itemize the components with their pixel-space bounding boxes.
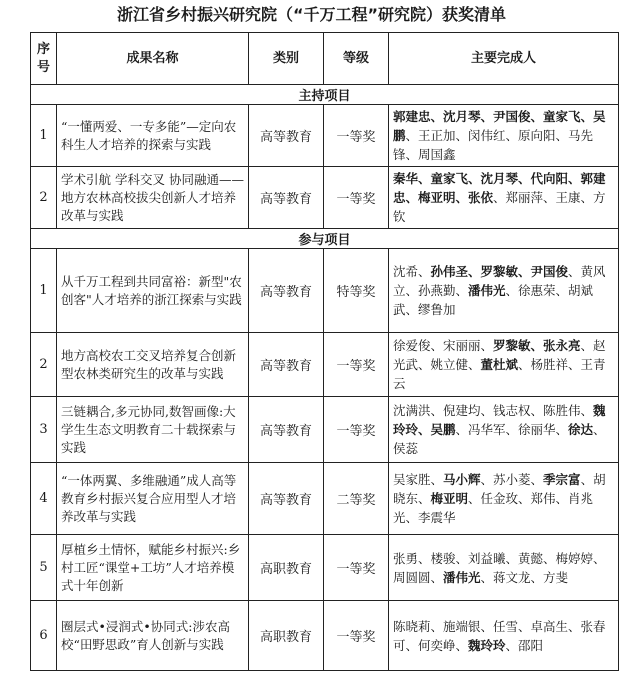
people-cell	[389, 397, 619, 463]
header-idx-label: 序号	[36, 41, 50, 75]
section-row	[31, 85, 619, 105]
people-text: 、任金玫、郑伟、肖兆光、李震华	[393, 491, 594, 525]
category-cell: 高等教育	[249, 333, 324, 397]
achievement-name: “一体两翼、多维融通”成人高等教育乡村振兴复合应用型人才培养改革与实践	[57, 463, 249, 535]
people-text: 、冯华军、徐丽华、	[455, 422, 569, 437]
table-row	[31, 463, 619, 535]
people-bold: 孙伟圣、罗黎敏、尹国俊	[430, 264, 569, 279]
row-index: 5	[31, 535, 57, 601]
people-text: 、苏小菱、	[480, 472, 544, 487]
people-text: 张勇、楼骏、刘益曦、黄懿、梅婷婷、周圆圆、	[393, 550, 606, 585]
people-text: 、徐惠荣、胡斌武、缪鲁加	[393, 283, 594, 317]
level-cell: 一等奖	[324, 601, 389, 671]
header-idx	[31, 33, 57, 85]
header-row	[31, 33, 619, 85]
level-cell: 二等奖	[324, 463, 389, 535]
people-text: 陈晓莉、施端银、任雪、卓高生、张春可、何奕峥、	[393, 618, 606, 653]
people-text: 徐爱俊、宋丽丽、	[393, 338, 494, 353]
people-text: 、杨胜祥、王青云	[393, 357, 606, 391]
achievement-name: “一懂两爱、一专多能”—定向农科生人才培养的探索与实践	[57, 105, 249, 167]
people-bold: 罗黎敏、张永亮	[493, 338, 581, 353]
people-text: 吴家胜、	[393, 472, 444, 487]
header-category: 类别	[249, 33, 324, 85]
category-cell: 高等教育	[249, 249, 324, 333]
people-cell	[389, 333, 619, 397]
table-row	[31, 601, 619, 671]
people-text: 沈满洪、倪建均、钱志权、陈胜伟、	[393, 403, 594, 418]
level-cell: 一等奖	[324, 397, 389, 463]
table-row	[31, 249, 619, 333]
people-text: 、侯蕊	[393, 422, 606, 456]
level-cell: 一等奖	[324, 167, 389, 229]
row-index: 2	[31, 333, 57, 397]
table-row	[31, 333, 619, 397]
section-label: 参与项目	[31, 229, 619, 249]
achievement-name: 三链耦合,多元协同,数智画像:大学生生态文明教育二十载探索与实践	[57, 397, 249, 463]
people-text: 、赵光武、姚立健、	[393, 338, 606, 372]
people-bold: 马小辉	[443, 472, 481, 487]
people-bold: 潘伟光	[468, 283, 506, 298]
people-cell	[389, 167, 619, 229]
table-row	[31, 105, 619, 167]
level-cell: 一等奖	[324, 535, 389, 601]
achievement-name: 厚植乡土情怀，赋能乡村振兴:乡村工匠“课堂+工坊”人才培养模式十年创新	[57, 535, 249, 601]
achievement-name: 学术引航 学科交叉 协同融通——地方农林高校拔尖创新人才培养改革与实践	[57, 167, 249, 229]
people-cell	[389, 535, 619, 601]
people-bold: 郭建忠、沈月琴、尹国俊、童家飞、吴鹏	[393, 109, 606, 143]
people-bold: 董杜斌	[480, 357, 519, 372]
page-title: 浙江省乡村振兴研究院（“千万工程”研究院）获奖清单	[116, 5, 507, 24]
award-table	[30, 32, 619, 671]
people-cell	[389, 601, 619, 671]
people-bold: 秦华、童家飞、沈月琴、代向阳、郭建忠、梅亚明、张依	[393, 171, 606, 205]
people-bold: 潘伟光	[443, 569, 481, 585]
people-bold: 徐达	[568, 422, 594, 437]
people-bold: 季宗富	[543, 472, 581, 487]
people-bold: 魏玲玲、吴鹏	[393, 403, 606, 437]
category-cell: 高等教育	[249, 397, 324, 463]
people-text: 、郑丽萍、王康、方钦	[393, 190, 606, 224]
people-cell	[389, 105, 619, 167]
level-cell: 一等奖	[324, 333, 389, 397]
table-body	[31, 85, 619, 671]
category-cell: 高等教育	[249, 105, 324, 167]
row-index: 4	[31, 463, 57, 535]
section-row	[31, 229, 619, 249]
category-cell: 高等教育	[249, 167, 324, 229]
section-label: 主持项目	[31, 85, 619, 105]
category-cell: 高等教育	[249, 463, 324, 535]
level-cell: 一等奖	[324, 105, 389, 167]
people-text: 、邵阳	[505, 637, 544, 653]
achievement-name: 地方高校农工交叉培养复合创新型农林类研究生的改革与实践	[57, 333, 249, 397]
header-name: 成果名称	[57, 33, 249, 85]
people-bold: 魏玲玲	[468, 637, 506, 653]
category-cell: 高职教育	[249, 535, 324, 601]
people-text: 、蒋文龙、方斐	[480, 569, 569, 585]
people-bold: 梅亚明	[430, 491, 469, 506]
people-cell	[389, 249, 619, 333]
category-cell: 高职教育	[249, 601, 324, 671]
people-cell	[389, 463, 619, 535]
people-text: 、王正加、闵伟红、原向阳、马先锋、周国鑫	[393, 128, 594, 162]
row-index: 1	[31, 105, 57, 167]
people-text: 沈希、	[393, 264, 431, 279]
people-text: 、胡晓东、	[393, 472, 606, 506]
people-text: 、黄风立、孙燕勤、	[393, 264, 606, 298]
table-row	[31, 535, 619, 601]
header-people: 主要完成人	[389, 33, 619, 85]
table-row	[31, 167, 619, 229]
row-index: 3	[31, 397, 57, 463]
level-cell: 特等奖	[324, 249, 389, 333]
header-level: 等级	[324, 33, 389, 85]
achievement-name: 圈层式•浸润式•协同式:涉农高校“田野思政”育人创新与实践	[57, 601, 249, 671]
achievement-name: 从千万工程到共同富裕：新型"农创客"人才培养的浙江探索与实践	[57, 249, 249, 333]
row-index: 2	[31, 167, 57, 229]
table-row	[31, 397, 619, 463]
row-index: 1	[31, 249, 57, 333]
row-index: 6	[31, 601, 57, 671]
